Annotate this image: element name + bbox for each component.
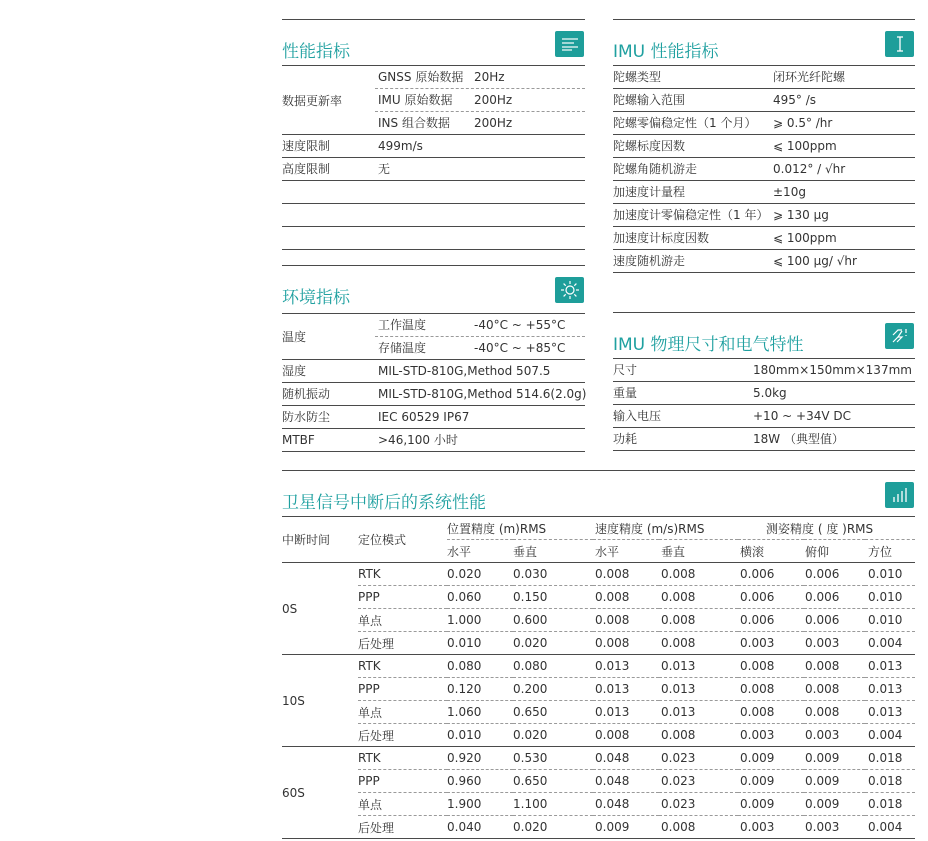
imu-row (613, 227, 915, 250)
value-cell: 0.004 (865, 816, 915, 839)
row-value: 5.0kg (753, 386, 787, 400)
sun-icon (560, 280, 580, 300)
value-cell: 0.018 (865, 770, 915, 793)
row-value: ⩾ 0.5° /hr (773, 116, 833, 130)
outage-time-cell: 0S (282, 563, 358, 655)
value-cell: 0.008 (659, 563, 738, 586)
value-cell: 0.013 (659, 678, 738, 701)
row-value: +10 ~ +34V DC (753, 409, 851, 423)
value-cell: 1.900 (447, 793, 513, 816)
rate-value: 20Hz (474, 70, 505, 84)
table-row (282, 586, 915, 609)
row-value: >46,100 小时 (378, 433, 458, 447)
value-cell: 0.004 (865, 632, 915, 655)
environment-panel (282, 265, 585, 451)
value-cell: 0.006 (738, 586, 804, 609)
value-cell: 0.008 (593, 609, 659, 632)
row-label: 随机振动 (282, 387, 331, 401)
header-time: 中断时间 (282, 517, 358, 563)
outage-table (282, 517, 915, 839)
row-value: 499m/s (378, 139, 423, 153)
update-rate-row (375, 89, 585, 112)
table-row (282, 609, 915, 632)
row-label: 高度限制 (282, 162, 331, 176)
mode-cell: PPP (358, 770, 447, 793)
table-row (282, 747, 915, 770)
phys-row (613, 382, 915, 405)
value-cell: 0.010 (447, 724, 513, 747)
value-cell: 0.008 (804, 678, 865, 701)
imu-physical-panel (613, 312, 915, 453)
value-cell: 0.920 (447, 747, 513, 770)
value-cell: 0.013 (593, 678, 659, 701)
empty-row (282, 227, 585, 250)
env-row (282, 406, 585, 429)
value-cell: 0.013 (659, 655, 738, 678)
phys-row (613, 405, 915, 428)
header-pos-horizontal: 水平 (447, 540, 513, 563)
value-cell: 0.006 (738, 609, 804, 632)
value-cell: 0.013 (865, 678, 915, 701)
update-rate-label: 数据更新率 (282, 93, 343, 108)
value-cell: 0.060 (447, 586, 513, 609)
value-cell: 0.150 (513, 586, 593, 609)
temperature-label: 温度 (282, 330, 307, 344)
value-cell: 0.040 (447, 816, 513, 839)
row-label: 陀螺角随机游走 (613, 162, 698, 176)
row-value: ⩽ 100ppm (773, 139, 837, 153)
value-cell: 0.003 (738, 816, 804, 839)
environment-title: 环境指标 (282, 288, 350, 308)
table-row (282, 632, 915, 655)
table-row (282, 724, 915, 747)
row-value: 18W （典型值） (753, 432, 844, 446)
value-cell: 0.009 (593, 816, 659, 839)
header-vel-vertical: 垂直 (659, 540, 738, 563)
value-cell: 0.010 (447, 632, 513, 655)
mode-cell: 后处理 (358, 724, 447, 747)
value-cell: 0.600 (513, 609, 593, 632)
outage-time-cell: 10S (282, 655, 358, 747)
value-cell: 0.048 (593, 747, 659, 770)
value-cell: 0.009 (804, 770, 865, 793)
performance-title: 性能指标 (282, 42, 350, 62)
mode-cell: 单点 (358, 793, 447, 816)
outage-time-cell: 60S (282, 747, 358, 839)
value-cell: 0.003 (738, 632, 804, 655)
value-cell: 0.008 (593, 586, 659, 609)
row-label: 防水防尘 (282, 410, 331, 424)
update-rate-group (282, 66, 585, 135)
header-pitch: 俯仰 (804, 540, 865, 563)
imu-performance-title: IMU 性能指标 (613, 42, 719, 62)
value-cell: 0.023 (659, 793, 738, 816)
table-row (282, 563, 915, 586)
header-attitude: 测姿精度 ( 度 )RMS (738, 517, 915, 540)
table-row (282, 655, 915, 678)
value-cell: 1.000 (447, 609, 513, 632)
value-cell: 0.009 (738, 770, 804, 793)
value-cell: 0.008 (738, 678, 804, 701)
altitude-limit-row (282, 158, 585, 181)
imu-row (613, 112, 915, 135)
row-value: ±10g (773, 185, 806, 199)
imu-row (613, 250, 915, 273)
value-cell: 0.008 (738, 701, 804, 724)
value-cell: 0.008 (659, 816, 738, 839)
row-label: 功耗 (613, 432, 638, 446)
power-icon-box (885, 323, 914, 349)
rate-name: GNSS 原始数据 (378, 70, 464, 84)
row-value: 0.012° / √hr (773, 162, 846, 176)
env-row (282, 383, 585, 406)
value-cell: 0.008 (593, 632, 659, 655)
value-cell: 0.009 (804, 747, 865, 770)
row-label: 重量 (613, 386, 638, 400)
row-value: 无 (378, 162, 391, 176)
value-cell: 0.020 (513, 632, 593, 655)
value-cell: 0.006 (804, 563, 865, 586)
value-cell: 0.008 (738, 655, 804, 678)
value-cell: 0.023 (659, 770, 738, 793)
mode-cell: 单点 (358, 609, 447, 632)
value-cell: 0.008 (804, 701, 865, 724)
update-rate-row (375, 66, 585, 89)
outage-title: 卫星信号中断后的系统性能 (282, 493, 486, 513)
value-cell: 0.003 (738, 724, 804, 747)
value-cell: 0.650 (513, 701, 593, 724)
row-value: IEC 60529 IP67 (378, 410, 470, 424)
sun-icon-box (555, 277, 584, 303)
value-cell: 0.008 (593, 724, 659, 747)
value-cell: 0.003 (804, 632, 865, 655)
value-cell: 0.080 (513, 655, 593, 678)
table-row (282, 816, 915, 839)
row-label: 陀螺零偏稳定性（1 个月） (613, 116, 757, 130)
row-label: 加速度计零偏稳定性（1 年） (613, 208, 769, 222)
row-label: 输入电压 (613, 409, 662, 423)
value-cell: 0.018 (865, 793, 915, 816)
value-cell: 0.004 (865, 724, 915, 747)
power-icon (890, 327, 910, 345)
value-cell: 0.013 (593, 701, 659, 724)
row-value: MIL-STD-810G,Method 507.5 (378, 364, 551, 378)
temperature-row (375, 337, 585, 359)
value-cell: 0.008 (659, 724, 738, 747)
row-value: ⩽ 100ppm (773, 231, 837, 245)
value-cell: 0.020 (513, 816, 593, 839)
value-cell: 0.009 (738, 793, 804, 816)
row-label: 速度限制 (282, 139, 331, 153)
value-cell: 1.060 (447, 701, 513, 724)
header-pos-vertical: 垂直 (513, 540, 593, 563)
imu-row (613, 89, 915, 112)
value-cell: 0.960 (447, 770, 513, 793)
temperature-row (375, 314, 585, 337)
value-cell: 0.008 (659, 632, 738, 655)
header-roll: 横滚 (738, 540, 804, 563)
value-cell: 0.013 (593, 655, 659, 678)
imu-physical-title: IMU 物理尺寸和电气特性 (613, 335, 804, 355)
rate-name: IMU 原始数据 (378, 93, 453, 107)
performance-panel (282, 19, 585, 252)
value-cell: 0.009 (738, 747, 804, 770)
table-row (282, 678, 915, 701)
empty-row (282, 181, 585, 204)
value-cell: 0.008 (804, 655, 865, 678)
temperature-group (282, 314, 585, 360)
rate-value: 200Hz (474, 116, 513, 130)
mode-cell: 后处理 (358, 632, 447, 655)
value-cell: 0.008 (659, 586, 738, 609)
imu-row (613, 181, 915, 204)
row-label: 陀螺标度因数 (613, 139, 686, 153)
value-cell: 0.008 (659, 609, 738, 632)
value-cell: 0.120 (447, 678, 513, 701)
temp-value: -40°C ~ +85°C (474, 341, 566, 355)
header-heading: 方位 (865, 540, 915, 563)
value-cell: 0.650 (513, 770, 593, 793)
value-cell: 0.023 (659, 747, 738, 770)
value-cell: 0.006 (804, 609, 865, 632)
update-rate-row (375, 112, 585, 134)
value-cell: 0.080 (447, 655, 513, 678)
mode-cell: PPP (358, 586, 447, 609)
value-cell: 0.010 (865, 609, 915, 632)
value-cell: 1.100 (513, 793, 593, 816)
cursor-icon (894, 35, 906, 53)
value-cell: 0.020 (447, 563, 513, 586)
speed-limit-row (282, 135, 585, 158)
row-label: 速度随机游走 (613, 254, 686, 268)
row-label: 加速度计量程 (613, 185, 686, 199)
value-cell: 0.006 (804, 586, 865, 609)
mode-cell: RTK (358, 563, 447, 586)
value-cell: 0.010 (865, 563, 915, 586)
value-cell: 0.013 (865, 701, 915, 724)
value-cell: 0.018 (865, 747, 915, 770)
value-cell: 0.006 (738, 563, 804, 586)
value-cell: 0.530 (513, 747, 593, 770)
cursor-icon-box (885, 31, 914, 57)
row-value: MIL-STD-810G,Method 514.6(2.0g) (378, 387, 587, 401)
imu-row (613, 66, 915, 89)
imu-row (613, 135, 915, 158)
mode-cell: 后处理 (358, 816, 447, 839)
row-value: ⩽ 100 μg/ √hr (773, 254, 857, 268)
header-velocity: 速度精度 (m/s)RMS (593, 517, 738, 540)
bar-chart-icon-box (885, 482, 914, 508)
temp-value: -40°C ~ +55°C (474, 318, 566, 332)
row-value: 闭环光纤陀螺 (773, 70, 846, 84)
rate-value: 200Hz (474, 93, 513, 107)
row-label: MTBF (282, 433, 315, 447)
mode-cell: PPP (358, 678, 447, 701)
row-label: 陀螺输入范围 (613, 93, 686, 107)
row-value: 495° /s (773, 93, 817, 107)
header-position: 位置精度 (m)RMS (447, 517, 593, 540)
value-cell: 0.030 (513, 563, 593, 586)
table-row (282, 793, 915, 816)
mode-cell: 单点 (358, 701, 447, 724)
env-row (282, 429, 585, 452)
imu-row (613, 158, 915, 181)
empty-row (282, 204, 585, 227)
value-cell: 0.020 (513, 724, 593, 747)
mode-cell: RTK (358, 655, 447, 678)
row-label: 尺寸 (613, 363, 638, 377)
mode-cell: RTK (358, 747, 447, 770)
temp-name: 工作温度 (378, 318, 427, 332)
value-cell: 0.013 (659, 701, 738, 724)
header-mode: 定位模式 (358, 517, 447, 563)
phys-row (613, 359, 915, 382)
row-label: 陀螺类型 (613, 70, 662, 84)
rate-name: INS 组合数据 (378, 116, 450, 130)
row-value: ⩾ 130 μg (773, 208, 829, 222)
row-label: 湿度 (282, 364, 307, 378)
value-cell: 0.008 (593, 563, 659, 586)
table-header-row (282, 517, 915, 540)
imu-row (613, 204, 915, 227)
value-cell: 0.013 (865, 655, 915, 678)
bar-chart-icon (891, 487, 909, 503)
env-row (282, 360, 585, 383)
value-cell: 0.003 (804, 816, 865, 839)
row-label: 加速度计标度因数 (613, 231, 710, 245)
table-row (282, 701, 915, 724)
value-cell: 0.048 (593, 793, 659, 816)
value-cell: 0.048 (593, 770, 659, 793)
list-icon (561, 37, 579, 51)
temp-name: 存储温度 (378, 341, 427, 355)
table-row (282, 770, 915, 793)
outage-panel (282, 470, 915, 841)
value-cell: 0.200 (513, 678, 593, 701)
value-cell: 0.003 (804, 724, 865, 747)
value-cell: 0.009 (804, 793, 865, 816)
row-value: 180mm×150mm×137mm (753, 363, 912, 377)
value-cell: 0.010 (865, 586, 915, 609)
imu-performance-panel (613, 19, 915, 270)
phys-row (613, 428, 915, 451)
list-icon-box (555, 31, 584, 57)
header-vel-horizontal: 水平 (593, 540, 659, 563)
